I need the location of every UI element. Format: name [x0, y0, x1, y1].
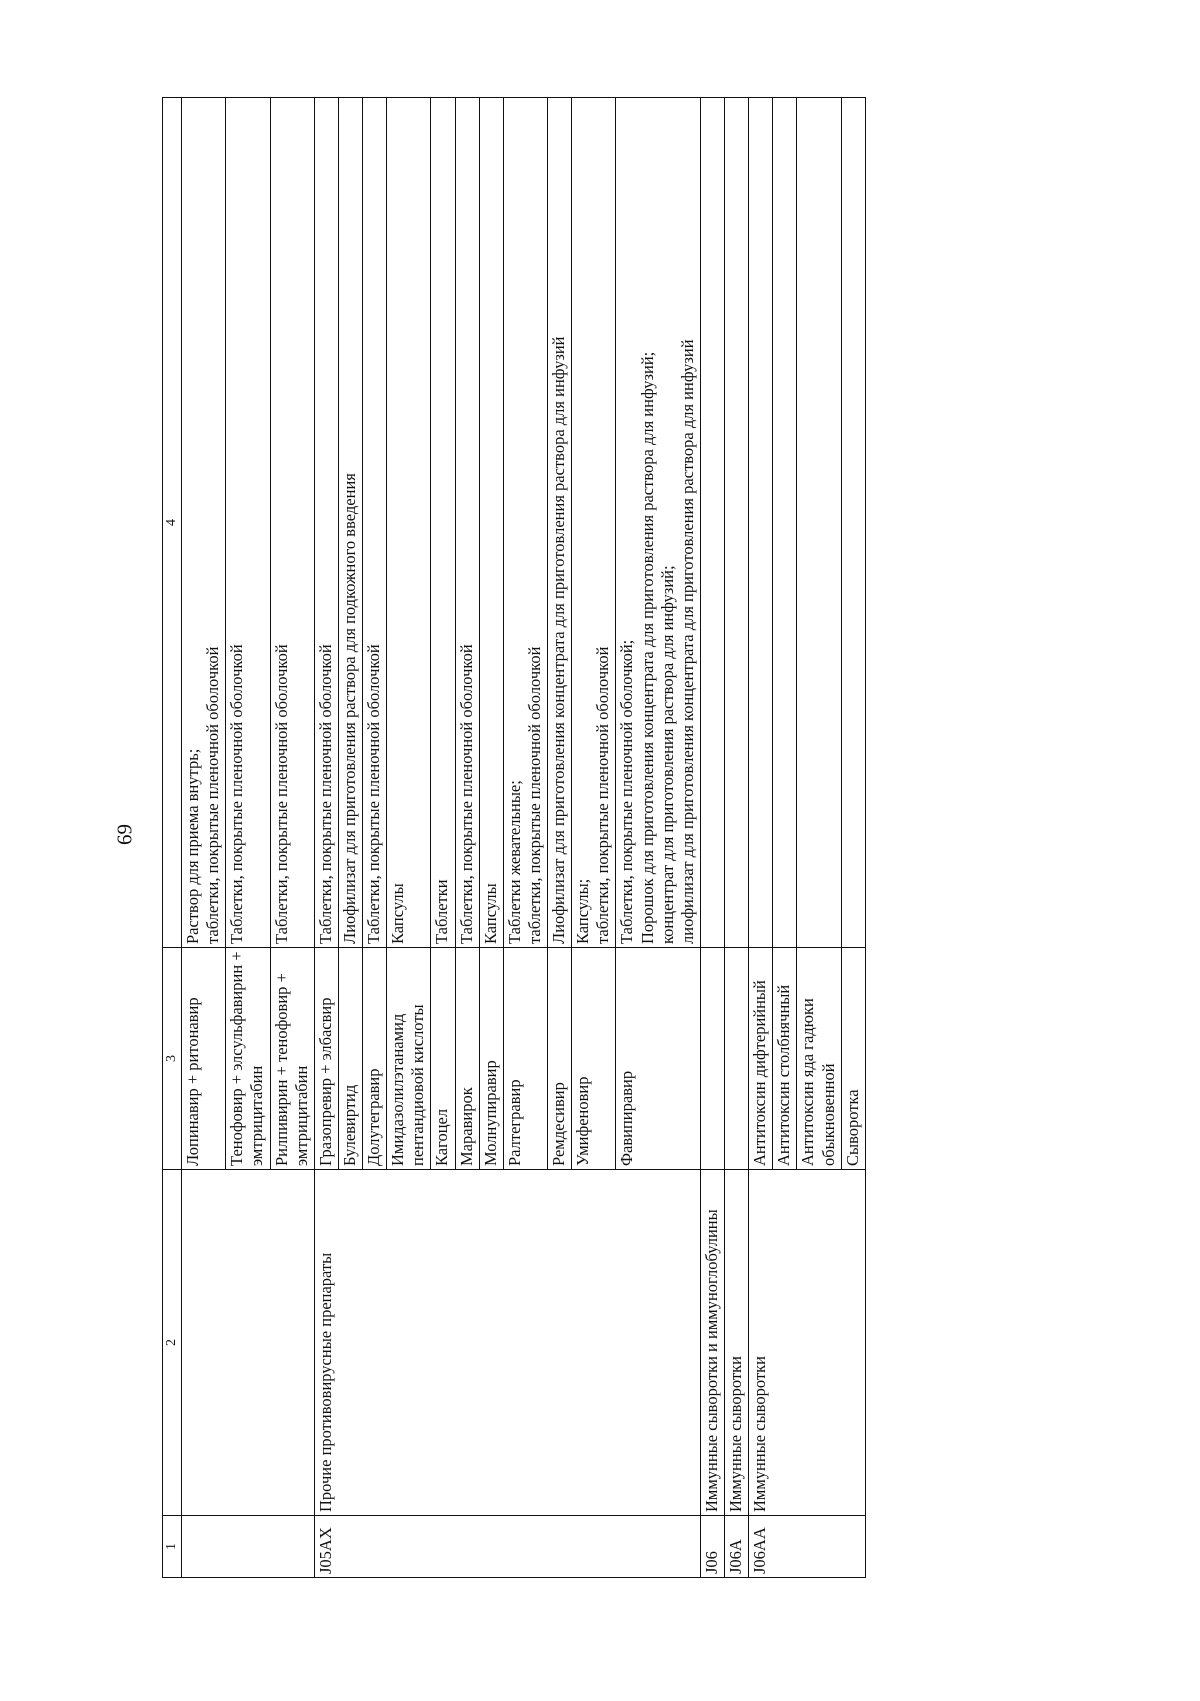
drug-name-cell: Антитоксин столбнячный	[773, 948, 797, 1170]
dosage-form-cell: Капсулы	[387, 98, 431, 948]
column-number-row	[163, 98, 182, 1578]
drug-name-cell: Кагоцел	[431, 948, 455, 1170]
page-number: 69	[112, 824, 137, 845]
group-cell: Иммунные сыворотки и иммуноглобулины	[700, 1170, 724, 1516]
dosage-form-cell: Таблетки, покрытые пленочной оболочкой	[314, 98, 338, 948]
dosage-form-cell: Таблетки, покрытые пленочной оболочкой	[226, 98, 270, 948]
drug-name-cell: Тенофовир + элсульфавирин + эмтрицитабин	[226, 948, 270, 1170]
atc-code-cell	[182, 1516, 315, 1578]
dosage-form-cell	[749, 98, 773, 948]
column-number: 2	[163, 1170, 182, 1516]
atc-code-cell: J06A	[725, 1516, 749, 1578]
group-cell	[182, 1170, 315, 1516]
column-number: 3	[163, 948, 182, 1170]
dosage-form-cell	[700, 98, 724, 948]
drug-name-cell: Долутегравир	[363, 948, 387, 1170]
dosage-form-cell	[572, 98, 616, 948]
group-cell: Иммунные сыворотки	[725, 1170, 749, 1516]
drug-name-cell: Умифеновир	[572, 948, 616, 1170]
atc-code-cell: J06AA	[749, 1516, 866, 1578]
table-row	[749, 98, 773, 1578]
dosage-form-cell	[182, 98, 226, 948]
dosage-form-cell: Таблетки, покрытые пленочной оболочкой	[455, 98, 479, 948]
drug-name-cell: Лопинавир + ритонавир	[182, 948, 226, 1170]
table-row	[314, 98, 338, 1578]
drug-name-cell: Антитоксин яда гадюки обыкновенной	[797, 948, 841, 1170]
dosage-form-cell: Капсулы	[479, 98, 503, 948]
dosage-form-cell: Таблетки, покрытые пленочной оболочкой	[363, 98, 387, 948]
drug-name-cell: Рилпивирин + тенофовир + эмтрицитабин	[270, 948, 314, 1170]
drug-name-cell: Антитоксин дифтерийный	[749, 948, 773, 1170]
drug-name-cell: Маравирок	[455, 948, 479, 1170]
table-row	[700, 98, 724, 1578]
drug-name-cell: Ремдесивир	[548, 948, 572, 1170]
dosage-form-cell: Лиофилизат для приготовления раствора для подкожного введения	[338, 98, 362, 948]
dosage-form-cell	[841, 98, 865, 948]
dosage-form-cell	[773, 98, 797, 948]
dosage-form-line: концентрат для приготовления раствора для инфузий;	[657, 565, 677, 944]
rotated-table-container	[162, 98, 1107, 1578]
drug-name-cell: Сыворотка	[841, 948, 865, 1170]
dosage-form-line: лиофилизат для приготовления концентрата для приготовления раствора для инфузий	[677, 339, 697, 944]
dosage-form-cell	[797, 98, 841, 948]
dosage-form-cell	[503, 98, 547, 948]
column-number: 4	[163, 98, 182, 948]
table-row	[182, 98, 226, 1578]
dosage-form-line: Порошок для приготовления концентрата для приготовления раствора для инфузий;	[637, 351, 657, 944]
drug-name-cell: Булевиртид	[338, 948, 362, 1170]
dosage-form-line: таблетки, покрытые пленочной оболочкой	[524, 646, 544, 944]
dosage-form-line: таблетки, покрытые пленочной оболочкой	[593, 646, 613, 944]
dosage-form-cell: Лиофилизат для приготовления концентрата для приготовления раствора для инфузий	[548, 98, 572, 948]
drug-name-cell: Молнупиравир	[479, 948, 503, 1170]
drug-name-cell	[725, 948, 749, 1170]
dosage-form-line: Таблетки жевательные;	[504, 780, 524, 944]
atc-code-cell: J06	[700, 1516, 724, 1578]
dosage-form-line: Капсулы;	[573, 878, 593, 944]
group-cell: Прочие противовирусные препараты	[314, 1170, 700, 1516]
drug-name-cell: Имидазолилэтанамид пентандиовой кислоты	[387, 948, 431, 1170]
atc-code-cell: J05AX	[314, 1516, 700, 1578]
drug-name-cell: Фавипиравир	[616, 948, 701, 1170]
dosage-form-cell: Таблетки, покрытые пленочной оболочкой	[270, 98, 314, 948]
drug-name-cell	[700, 948, 724, 1170]
dosage-form-cell	[616, 98, 701, 948]
drug-name-cell: Ралтегравир	[503, 948, 547, 1170]
group-cell: Иммунные сыворотки	[749, 1170, 866, 1516]
drug-name-cell: Гразопревир + элбасвир	[314, 948, 338, 1170]
dosage-form-cell	[725, 98, 749, 948]
table-row	[725, 98, 749, 1578]
dosage-form-line: Таблетки, покрытые пленочной оболочкой;	[617, 639, 637, 944]
dosage-form-line: таблетки, покрытые пленочной оболочкой	[203, 646, 223, 944]
drug-table	[162, 97, 866, 1578]
column-number: 1	[163, 1516, 182, 1578]
dosage-form-line: Раствор для приема внутрь;	[183, 748, 202, 944]
dosage-form-cell: Таблетки	[431, 98, 455, 948]
